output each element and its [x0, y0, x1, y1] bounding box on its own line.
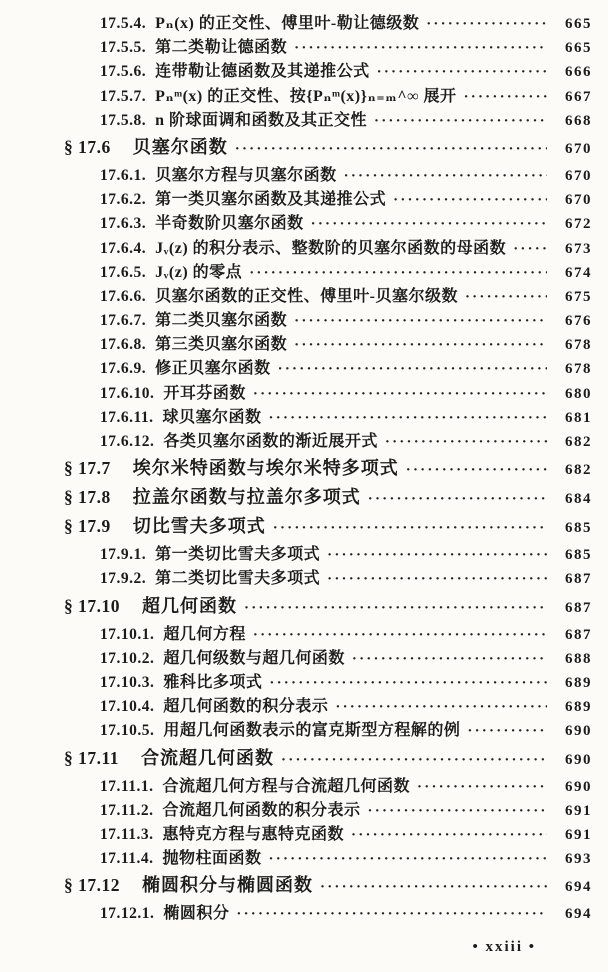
toc-entry-title: 第二类切比雪夫多项式	[155, 570, 321, 588]
toc-entry[interactable]	[100, 693, 592, 717]
toc-entry-page: 667	[565, 88, 592, 105]
toc-entry-number: 17.6.11.	[100, 408, 154, 426]
toc-entry-page: 685	[565, 520, 592, 537]
dot-leader	[278, 360, 547, 378]
toc-entry-title: 连带勒让德函数及其递推公式	[155, 63, 370, 81]
toc-entry-number: 17.5.5.	[100, 39, 147, 57]
toc-entry[interactable]	[100, 669, 592, 693]
toc-entry[interactable]	[100, 331, 592, 355]
toc-entry-page: 691	[565, 802, 592, 819]
toc-entry-number: § 17.9	[64, 516, 111, 537]
toc-entry-title: 用超几何函数表示的富克斯型方程解的例	[163, 722, 461, 740]
toc-entry-title: Pₙ(x) 的正交性、傅里叶-勒让德级数	[155, 15, 420, 32]
toc-entry-number: 17.12.1.	[100, 905, 155, 923]
toc-entry-page: 691	[565, 826, 592, 843]
dot-leader	[269, 409, 547, 427]
dot-leader	[327, 546, 547, 564]
dot-leader	[426, 15, 547, 33]
toc-entry-number: § 17.8	[64, 487, 111, 508]
toc-entry-number: § 17.12	[64, 875, 120, 896]
toc-entry-page: 670	[565, 140, 592, 157]
toc-entry[interactable]	[100, 10, 592, 34]
toc-entry-page: 665	[565, 40, 592, 57]
toc-entry[interactable]	[64, 871, 592, 898]
toc-entry-title: 惠特克方程与惠特克函数	[162, 825, 345, 843]
toc-entry-number: 17.6.5.	[100, 263, 147, 281]
toc-entry[interactable]	[100, 773, 592, 797]
toc-entry-page: 682	[565, 434, 592, 450]
toc-entry-number: 17.10.2.	[100, 649, 155, 667]
toc-entry-number: 17.6.6.	[100, 287, 147, 305]
toc-entry-title: 半奇数阶贝塞尔函数	[155, 215, 304, 233]
toc-entry-number: 17.5.4.	[100, 15, 147, 32]
toc-entry-title: 球贝塞尔函数	[162, 408, 262, 426]
toc-entry-number: 17.10.4.	[100, 698, 155, 716]
dot-leader	[393, 191, 547, 209]
toc-entry-number: 17.11.4.	[100, 850, 154, 868]
toc-entry-page: 675	[565, 288, 592, 305]
dot-leader	[417, 778, 547, 796]
toc-entry-number: 17.6.4.	[100, 239, 147, 257]
toc-entry-title: 椭圆积分	[163, 905, 230, 923]
toc-entry[interactable]	[100, 355, 592, 379]
toc-entry-page: 687	[565, 626, 592, 643]
toc-entry-number: § 17.10	[64, 595, 120, 616]
toc-entry-page: 674	[565, 264, 592, 281]
toc-entry[interactable]	[100, 900, 592, 924]
toc-entry-title: 雅科比多项式	[163, 673, 263, 691]
toc-entry-number: 17.5.6.	[100, 63, 147, 81]
toc-entry-title: Jᵥ(z) 的零点	[155, 263, 243, 281]
toc-entry-title: Jᵥ(z) 的积分表示、整数阶的贝塞尔函数的母函数	[155, 239, 507, 257]
toc-entry-title: 合流超几何函数的积分表示	[162, 801, 361, 819]
toc-entry-title: 合流超几何函数	[141, 747, 275, 768]
toc-entry-title: 椭圆积分与椭圆函数	[142, 875, 313, 896]
toc-entry-title: n 阶球面调和函数及其正交性	[155, 111, 368, 129]
dot-leader	[235, 140, 547, 158]
toc-entry-page: 690	[565, 723, 592, 740]
toc-entry-title: 贝塞尔函数	[132, 136, 228, 157]
toc-entry-number: 17.11.1.	[100, 777, 154, 795]
toc-entry[interactable]	[100, 186, 592, 210]
toc-entry-number: 17.6.9.	[100, 360, 147, 378]
toc-entry-number: 17.9.2.	[100, 570, 147, 588]
dot-leader	[281, 751, 547, 769]
dot-leader	[464, 88, 547, 106]
toc-entry-title: 第二类勒让德函数	[155, 39, 288, 57]
toc-entry-number: 17.11.3.	[100, 825, 154, 843]
dot-leader	[467, 722, 547, 740]
toc-entry-number: 17.6.8.	[100, 336, 147, 354]
toc-entry-page: 678	[565, 337, 592, 354]
toc-entry-title: 第二类贝塞尔函数	[155, 312, 288, 330]
toc-entry-page: 670	[565, 192, 592, 209]
dot-leader	[294, 336, 547, 354]
toc-entry-number: 17.6.3.	[100, 215, 147, 233]
toc-entry-title: 拉盖尔函数与拉盖尔多项式	[132, 487, 361, 508]
dot-leader	[377, 63, 547, 81]
toc-entry-page: 685	[565, 547, 592, 564]
dot-leader	[368, 802, 547, 820]
dot-leader	[344, 167, 547, 185]
toc-entry-page: 666	[565, 64, 592, 81]
toc-entry[interactable]	[100, 645, 592, 669]
toc-entry-page: 694	[565, 879, 592, 896]
dot-leader	[385, 433, 547, 451]
toc-entry-number: 17.6.12.	[100, 433, 155, 450]
toc-entry-page: 682	[565, 462, 592, 479]
toc-entry[interactable]	[100, 717, 592, 741]
toc-entry-page: 693	[565, 851, 592, 868]
toc-entry-number: 17.10.5.	[100, 722, 155, 740]
toc-entry[interactable]	[100, 797, 592, 821]
toc-entry[interactable]	[100, 428, 592, 452]
dot-leader	[236, 905, 547, 923]
toc-list	[64, 10, 592, 924]
toc-entry-title: 超几何函数的积分表示	[163, 698, 329, 716]
toc-entry[interactable]	[100, 821, 592, 845]
toc-entry-page: 694	[565, 906, 592, 923]
toc-entry-number: 17.5.7.	[100, 87, 147, 105]
toc-entry[interactable]	[100, 404, 592, 428]
toc-entry-page: 670	[565, 167, 592, 184]
toc-entry[interactable]	[100, 283, 592, 307]
toc-entry-number: 17.11.2.	[100, 801, 154, 819]
dot-leader	[249, 264, 547, 282]
toc-entry-page: 668	[565, 112, 592, 129]
toc-entry[interactable]	[100, 565, 592, 589]
toc-entry-title: 第一类贝塞尔函数及其递推公式	[155, 191, 387, 209]
toc-entry-page: 689	[565, 674, 592, 691]
toc-entry-title: 第一类切比雪夫多项式	[155, 546, 321, 564]
toc-entry-number: § 17.7	[64, 458, 111, 479]
dot-leader	[513, 240, 547, 258]
toc-entry-page: 688	[565, 650, 592, 667]
dot-leader	[374, 112, 547, 130]
toc-entry-page: 665	[565, 16, 592, 32]
toc-entry-number: 17.6.10.	[100, 384, 155, 402]
toc-entry-page: 680	[565, 385, 592, 402]
dot-leader	[273, 519, 547, 537]
toc-entry-page: 687	[565, 599, 592, 616]
toc-entry-page: 690	[565, 751, 592, 768]
page-footer: • xxiii •	[472, 939, 536, 955]
dot-leader	[253, 626, 547, 644]
dot-leader	[352, 650, 547, 668]
toc-entry-number: 17.5.8.	[100, 111, 147, 129]
toc-entry-title: 合流超几何方程与合流超几何函数	[162, 777, 411, 795]
toc-entry-title: 贝塞尔方程与贝塞尔函数	[155, 166, 337, 184]
toc-entry[interactable]	[100, 259, 592, 283]
toc-entry-page: 684	[565, 491, 592, 508]
toc-entry[interactable]	[100, 541, 592, 565]
toc-entry[interactable]	[64, 483, 592, 510]
dot-leader	[244, 599, 547, 617]
toc-entry-page: 678	[565, 361, 592, 378]
toc-entry-title: 开耳芬函数	[163, 384, 246, 402]
toc-entry[interactable]	[100, 307, 592, 331]
toc-entry[interactable]	[100, 380, 592, 404]
toc-entry-number: § 17.6	[64, 136, 111, 157]
toc-entry[interactable]	[100, 210, 592, 234]
toc-entry-page: 690	[565, 778, 592, 795]
toc-entry-title: 抛物柱面函数	[162, 850, 262, 868]
dot-leader	[294, 39, 547, 57]
toc-entry-title: 超几何级数与超几何函数	[163, 649, 345, 667]
toc-entry[interactable]	[64, 454, 592, 481]
toc-entry-number: § 17.11	[64, 747, 120, 768]
toc-entry[interactable]	[100, 162, 592, 186]
dot-leader	[368, 490, 547, 508]
dot-leader	[335, 698, 547, 716]
toc-entry[interactable]	[100, 107, 592, 131]
dot-leader	[253, 385, 547, 403]
toc-entry[interactable]	[100, 83, 592, 107]
toc-entry-page: 681	[565, 409, 592, 426]
toc-entry[interactable]	[64, 744, 592, 771]
toc-entry[interactable]	[64, 133, 592, 160]
toc-entry-page: 687	[565, 571, 592, 588]
dot-leader	[311, 215, 547, 233]
toc-entry[interactable]	[100, 235, 592, 259]
toc-entry-page: 672	[565, 216, 592, 233]
toc-entry[interactable]	[100, 34, 592, 58]
dot-leader	[351, 826, 547, 844]
toc-entry[interactable]	[64, 592, 592, 619]
toc-entry-page: 673	[565, 240, 592, 257]
toc-entry-page: 689	[565, 699, 592, 716]
toc-entry-number: 17.9.1.	[100, 546, 147, 564]
toc-entry-number: 17.6.2.	[100, 191, 147, 209]
dot-leader	[465, 288, 547, 306]
toc-entry-title: 切比雪夫多项式	[132, 516, 266, 537]
toc-entry-title: 第三类贝塞尔函数	[155, 336, 288, 354]
toc-entry[interactable]	[64, 512, 592, 539]
dot-leader	[269, 674, 547, 692]
toc-entry-title: 各类贝塞尔函数的渐近展开式	[163, 433, 378, 450]
toc-entry-title: 超几何方程	[163, 625, 246, 643]
toc-entry-title: 超几何函数	[142, 595, 237, 616]
toc-entry-number: 17.6.7.	[100, 312, 147, 330]
dot-leader	[406, 461, 547, 479]
dot-leader	[327, 570, 547, 588]
dot-leader	[269, 850, 547, 868]
toc-entry-title: 埃尔米特函数与埃尔米特多项式	[132, 458, 399, 479]
toc-entry-title: Pₙᵐ(x) 的正交性、按{Pₙᵐ(x)}ₙ₌ₘ^∞ 展开	[155, 87, 457, 105]
toc-entry-title: 贝塞尔函数的正交性、傅里叶-贝塞尔级数	[155, 287, 458, 305]
dot-leader	[320, 878, 547, 896]
dot-leader	[294, 312, 547, 330]
toc-entry-number: 17.6.1.	[100, 166, 147, 184]
toc-entry-title: 修正贝塞尔函数	[155, 360, 271, 378]
toc-entry-number: 17.10.3.	[100, 673, 155, 691]
toc-entry-number: 17.10.1.	[100, 625, 155, 643]
toc-entry[interactable]	[100, 58, 592, 82]
toc-entry[interactable]	[100, 845, 592, 869]
toc-entry-page: 676	[565, 313, 592, 330]
toc-entry[interactable]	[100, 621, 592, 645]
